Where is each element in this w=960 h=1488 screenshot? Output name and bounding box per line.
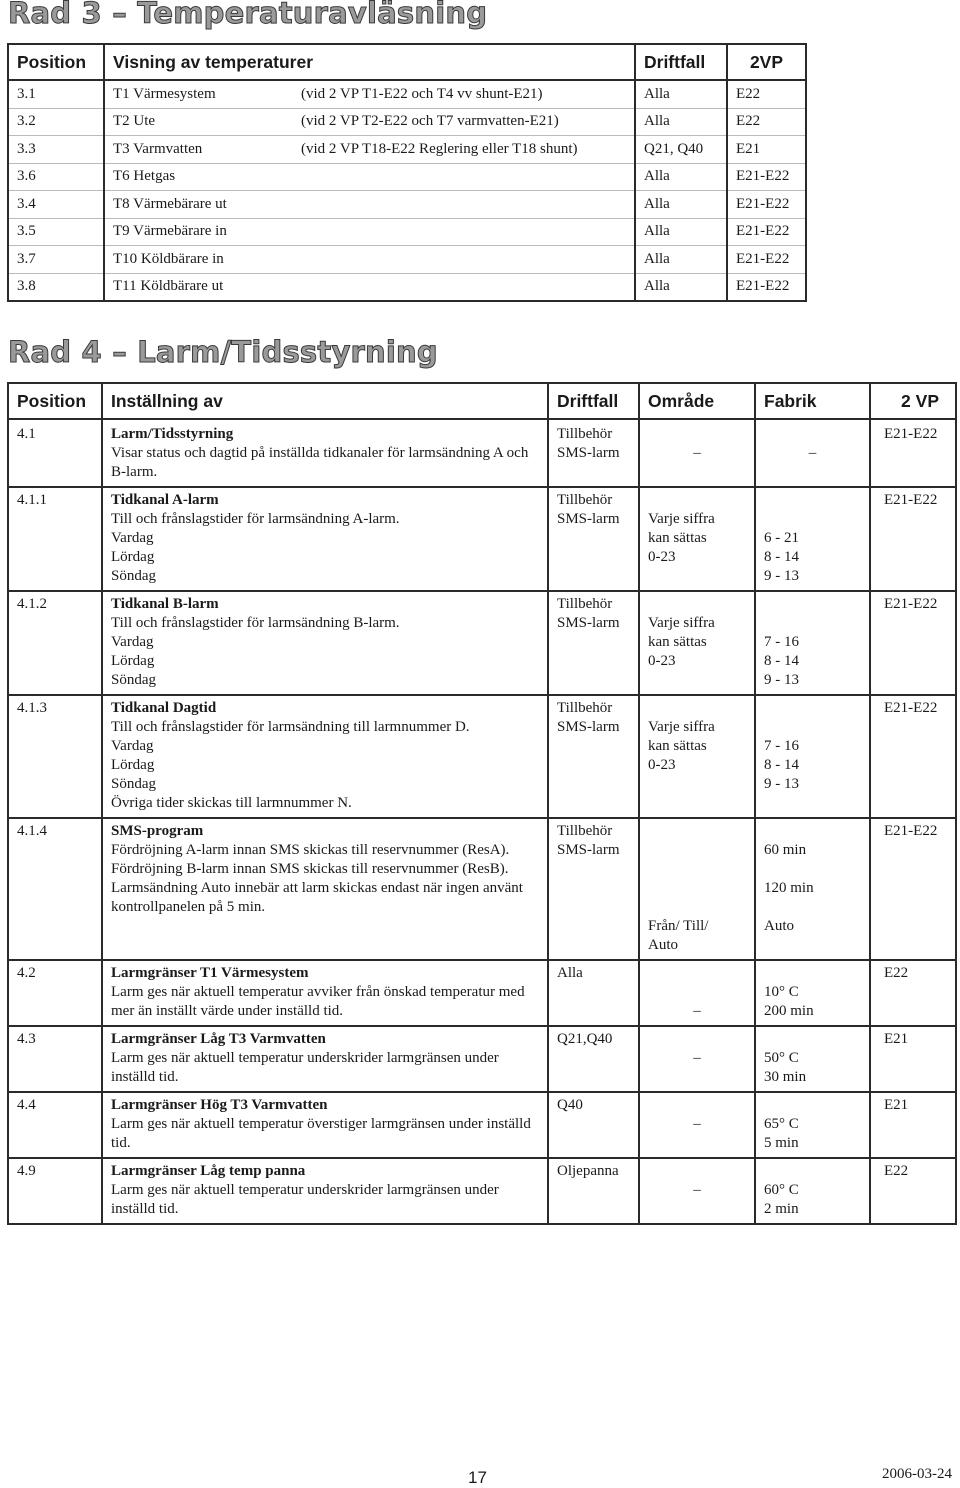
- fabrik-line: [764, 595, 861, 614]
- omrade-line: [648, 964, 746, 983]
- cell-description: [102, 818, 548, 960]
- table-row: [8, 487, 956, 591]
- driftfall-line: Tillbehör: [557, 596, 613, 612]
- header-visning: Visning av temperaturer: [104, 44, 635, 80]
- cell-driftfall: Alla: [635, 273, 727, 301]
- fabrik-line: 9 - 13: [764, 672, 799, 688]
- cell-omrade: [639, 419, 755, 487]
- cell-omrade: [639, 591, 755, 695]
- header-omrade: Område: [639, 383, 755, 419]
- fabrik-line: [764, 718, 861, 737]
- driftfall-line: Q21,Q40: [557, 1031, 613, 1047]
- omrade-line: –: [693, 445, 701, 461]
- fabrik-line: [764, 614, 861, 633]
- cell-2vp: E21-E22: [727, 218, 806, 246]
- header-2vp: 2 VP: [870, 383, 956, 419]
- cell-name: T6 Hetgas: [104, 163, 301, 191]
- table-row: [8, 163, 806, 191]
- cell-position: 4.1: [8, 419, 102, 487]
- setting-line: Larm ges när aktuell temperatur överstiger larmgränsen under inställd tid.: [111, 1116, 531, 1151]
- cell-description: [102, 1026, 548, 1092]
- cell-position: 4.1.2: [8, 591, 102, 695]
- setting-line: Söndag: [111, 672, 156, 688]
- cell-position: 4.3: [8, 1026, 102, 1092]
- omrade-line: [648, 425, 746, 444]
- header-driftfall: Driftfall: [635, 44, 727, 80]
- omrade-line: kan sättas: [648, 634, 707, 650]
- cell-2vp: E22: [870, 960, 956, 1026]
- setting-line: Lördag: [111, 653, 155, 669]
- cell-name: T10 Köldbärare in: [104, 246, 301, 274]
- cell-note: [301, 191, 635, 219]
- fabrik-line: 8 - 14: [764, 653, 799, 669]
- cell-position: 4.9: [8, 1158, 102, 1224]
- omrade-line: 0-23: [648, 549, 676, 565]
- section-heading-rad4: Rad 4 – Larm/Tidsstyrning: [8, 335, 438, 369]
- cell-name: T11 Köldbärare ut: [113, 278, 224, 295]
- cell-omrade: [639, 818, 755, 960]
- omrade-line: Auto: [648, 937, 678, 953]
- table-row: [8, 1092, 956, 1158]
- cell-driftfall: [548, 695, 639, 818]
- cell-2vp: E22: [727, 80, 806, 108]
- cell-2vp: E22: [870, 1158, 956, 1224]
- setting-line: Fördröjning B-larm innan SMS skickas till reservnummer (ResB).: [111, 861, 509, 877]
- driftfall-line: SMS-larm: [557, 511, 620, 527]
- driftfall-line: Alla: [557, 965, 583, 981]
- fabrik-line: 7 - 16: [764, 738, 799, 754]
- cell-position: 3.7: [8, 246, 104, 274]
- omrade-line: –: [693, 1050, 701, 1066]
- cell-position: 3.1: [8, 80, 104, 108]
- cell-name: T1 Värmesystem: [104, 80, 301, 108]
- cell-driftfall: Alla: [635, 191, 727, 219]
- table-row: [8, 218, 806, 246]
- cell-driftfall: [548, 419, 639, 487]
- cell-driftfall: [548, 591, 639, 695]
- cell-driftfall: Alla: [635, 80, 727, 108]
- cell-driftfall: [548, 1092, 639, 1158]
- fabrik-line: Auto: [764, 918, 794, 934]
- cell-description: [102, 1092, 548, 1158]
- setting-line: Visar status och dagtid på inställda tidkanaler för larmsändning A och B-larm.: [111, 445, 529, 480]
- fabrik-line: [764, 822, 861, 841]
- driftfall-line: SMS-larm: [557, 719, 620, 735]
- cell-2vp: E21: [870, 1092, 956, 1158]
- setting-line: Övriga tider skickas till larmnummer N.: [111, 795, 352, 811]
- omrade-line: [648, 860, 746, 879]
- omrade-line: 0-23: [648, 757, 676, 773]
- driftfall-line: Q40: [557, 1097, 583, 1113]
- cell-name: T9 Värmebärare in: [104, 218, 301, 246]
- cell-2vp: E21-E22: [870, 818, 956, 960]
- setting-line: Till och frånslagstider för larmsändning B-larm.: [111, 615, 400, 631]
- header-installning: Inställning av: [102, 383, 548, 419]
- cell-position: 3.2: [8, 108, 104, 136]
- cell-driftfall: Q21, Q40: [635, 136, 727, 164]
- omrade-line: [648, 1096, 746, 1115]
- driftfall-line: Tillbehör: [557, 492, 613, 508]
- alarm-table: [7, 382, 957, 1225]
- fabrik-line: 7 - 16: [764, 634, 799, 650]
- setting-title: Tidkanal B-larm: [111, 596, 219, 612]
- cell-omrade: [639, 1092, 755, 1158]
- cell-2vp: E21-E22: [727, 163, 806, 191]
- fabrik-line: [764, 699, 861, 718]
- setting-line: Vardag: [111, 530, 154, 546]
- omrade-line: Från/ Till/: [648, 918, 709, 934]
- cell-2vp: E21: [727, 136, 806, 164]
- setting-title: SMS-program: [111, 823, 204, 839]
- cell-description: [102, 487, 548, 591]
- temperature-table-header: [8, 44, 806, 80]
- cell-2vp: E21-E22: [727, 273, 806, 301]
- fabrik-line: 120 min: [764, 880, 814, 896]
- driftfall-line: SMS-larm: [557, 445, 620, 461]
- cell-omrade: [639, 1026, 755, 1092]
- cell-note: (vid 2 VP T1-E22 och T4 vv shunt-E21): [301, 80, 635, 108]
- driftfall-line: Tillbehör: [557, 426, 613, 442]
- omrade-line: Varje siffra: [648, 615, 715, 631]
- setting-line: Larm ges när aktuell temperatur underskrider larmgränsen under inställd tid.: [111, 1182, 499, 1217]
- omrade-line: –: [693, 1003, 701, 1019]
- cell-position: 4.2: [8, 960, 102, 1026]
- setting-title: Larmgränser Låg T3 Varmvatten: [111, 1031, 326, 1047]
- cell-description: [102, 695, 548, 818]
- fabrik-line: [764, 510, 861, 529]
- cell-driftfall: Alla: [635, 218, 727, 246]
- fabrik-line: [764, 1030, 861, 1049]
- fabrik-line: 10° C: [764, 984, 799, 1000]
- section-heading-rad3: Rad 3 – Temperaturavläsning: [8, 0, 488, 30]
- omrade-line: [648, 699, 746, 718]
- cell-note: (vid 2 VP T18-E22 Reglering eller T18 shunt): [301, 136, 635, 164]
- setting-line: Till och frånslagstider för larmsändning A-larm.: [111, 511, 400, 527]
- fabrik-line: [764, 1096, 861, 1115]
- temperature-table: [7, 43, 807, 302]
- table-row: [8, 80, 806, 108]
- fabrik-line: 50° C: [764, 1050, 799, 1066]
- cell-description: [102, 591, 548, 695]
- cell-2vp: E21-E22: [870, 695, 956, 818]
- cell-omrade: [639, 1158, 755, 1224]
- cell-driftfall: [548, 487, 639, 591]
- cell-2vp: E21-E22: [870, 591, 956, 695]
- driftfall-line: Oljepanna: [557, 1163, 619, 1179]
- omrade-line: 0-23: [648, 653, 676, 669]
- cell-2vp: E22: [727, 108, 806, 136]
- fabrik-line: 9 - 13: [764, 568, 799, 584]
- cell-description: [102, 960, 548, 1026]
- setting-title: Larm/Tidsstyrning: [111, 426, 234, 442]
- omrade-line: Varje siffra: [648, 511, 715, 527]
- cell-driftfall: [548, 818, 639, 960]
- cell-position: 3.8: [8, 273, 104, 301]
- page-number: 17: [468, 1468, 487, 1487]
- cell-position: 3.6: [8, 163, 104, 191]
- cell-driftfall: Alla: [635, 163, 727, 191]
- table-row: [8, 273, 806, 301]
- driftfall-line: SMS-larm: [557, 615, 620, 631]
- fabrik-line: 30 min: [764, 1069, 807, 1085]
- cell-driftfall: Alla: [635, 108, 727, 136]
- cell-driftfall: [548, 960, 639, 1026]
- omrade-line: [648, 879, 746, 898]
- header-fabrik: Fabrik: [755, 383, 870, 419]
- cell-fabrik: [755, 1026, 870, 1092]
- cell-position: 3.4: [8, 191, 104, 219]
- setting-line: Till och frånslagstider för larmsändning till larmnummer D.: [111, 719, 470, 735]
- cell-fabrik: [755, 591, 870, 695]
- cell-note: [301, 246, 635, 274]
- table-row: [8, 108, 806, 136]
- cell-name: T2 Ute: [104, 108, 301, 136]
- header-driftfall: Driftfall: [548, 383, 639, 419]
- table-row: [8, 591, 956, 695]
- document-date: 2006-03-24: [882, 1466, 952, 1482]
- fabrik-line: 65° C: [764, 1116, 799, 1132]
- table-row: [8, 246, 806, 274]
- cell-name: T8 Värmebärare ut: [104, 191, 301, 219]
- cell-description: [102, 419, 548, 487]
- cell-position: 4.4: [8, 1092, 102, 1158]
- header-2vp: 2VP: [727, 44, 806, 80]
- cell-position: 4.1.1: [8, 487, 102, 591]
- setting-title: Larmgränser T1 Värmesystem: [111, 965, 309, 981]
- setting-line: Söndag: [111, 776, 156, 792]
- cell-2vp: E21-E22: [870, 419, 956, 487]
- omrade-line: kan sättas: [648, 738, 707, 754]
- header-position: Position: [8, 383, 102, 419]
- cell-fabrik: [755, 1158, 870, 1224]
- table-row: [8, 191, 806, 219]
- cell-position: 4.1.3: [8, 695, 102, 818]
- setting-line: Lördag: [111, 757, 155, 773]
- omrade-line: [648, 983, 746, 1002]
- cell-fabrik: [755, 419, 870, 487]
- fabrik-line: [764, 1162, 861, 1181]
- cell-omrade: [639, 695, 755, 818]
- fabrik-line: [764, 491, 861, 510]
- cell-fabrik: [755, 487, 870, 591]
- fabrik-line: [764, 860, 861, 879]
- cell-fabrik: [755, 818, 870, 960]
- setting-line: Söndag: [111, 568, 156, 584]
- fabrik-line: 60 min: [764, 842, 807, 858]
- driftfall-line: Tillbehör: [557, 823, 613, 839]
- cell-note: (vid 2 VP T2-E22 och T7 varmvatten-E21): [301, 108, 635, 136]
- setting-line: Larm ges när aktuell temperatur underskrider larmgränsen under inställd tid.: [111, 1050, 499, 1085]
- setting-line: Larm ges när aktuell temperatur avviker från önskad temperatur med mer än inställt värde under inställd tid.: [111, 984, 525, 1019]
- fabrik-line: [764, 425, 861, 444]
- setting-line: Vardag: [111, 634, 154, 650]
- table-row: [8, 136, 806, 164]
- cell-driftfall: [548, 1158, 639, 1224]
- table-row: [8, 818, 956, 960]
- omrade-line: [648, 595, 746, 614]
- fabrik-line: 9 - 13: [764, 776, 799, 792]
- alarm-table-header: [8, 383, 956, 419]
- setting-title: Larmgränser Låg temp panna: [111, 1163, 306, 1179]
- table-row: [8, 419, 956, 487]
- table-row: [8, 695, 956, 818]
- omrade-line: Varje siffra: [648, 719, 715, 735]
- cell-note: [301, 163, 635, 191]
- fabrik-line: 6 - 21: [764, 530, 799, 546]
- cell-position: 3.5: [8, 218, 104, 246]
- cell-2vp: E21-E22: [870, 487, 956, 591]
- fabrik-line: [764, 898, 861, 917]
- fabrik-line: 60° C: [764, 1182, 799, 1198]
- cell-description: [102, 1158, 548, 1224]
- driftfall-line: Tillbehör: [557, 700, 613, 716]
- cell-driftfall: [548, 1026, 639, 1092]
- cell-omrade: [639, 487, 755, 591]
- cell-2vp: E21: [870, 1026, 956, 1092]
- fabrik-line: 200 min: [764, 1003, 814, 1019]
- omrade-line: [648, 898, 746, 917]
- cell-position: 3.3: [8, 136, 104, 164]
- header-position: Position: [8, 44, 104, 80]
- cell-fabrik: [755, 695, 870, 818]
- driftfall-line: SMS-larm: [557, 842, 620, 858]
- omrade-line: –: [693, 1182, 701, 1198]
- table-row: [8, 1026, 956, 1092]
- fabrik-line: [764, 964, 861, 983]
- cell-omrade: [639, 960, 755, 1026]
- fabrik-line: 8 - 14: [764, 757, 799, 773]
- cell-name: T3 Varmvatten: [104, 136, 301, 164]
- cell-position: 4.1.4: [8, 818, 102, 960]
- omrade-line: [648, 1162, 746, 1181]
- omrade-line: [648, 822, 746, 841]
- fabrik-line: –: [808, 445, 817, 461]
- omrade-line: [648, 1030, 746, 1049]
- fabrik-line: 5 min: [764, 1135, 799, 1151]
- omrade-line: –: [693, 1116, 701, 1132]
- setting-line: Fördröjning A-larm innan SMS skickas till reservnummer (ResA).: [111, 842, 510, 858]
- omrade-line: kan sättas: [648, 530, 707, 546]
- fabrik-line: 2 min: [764, 1201, 799, 1217]
- setting-line: Vardag: [111, 738, 154, 754]
- setting-line: Larmsändning Auto innebär att larm skickas endast när ingen använt kontrollpanelen på 5 min.: [111, 880, 523, 915]
- cell-2vp: E21-E22: [727, 246, 806, 274]
- cell-fabrik: [755, 960, 870, 1026]
- setting-title: Tidkanal Dagtid: [111, 700, 217, 716]
- setting-title: Larmgränser Hög T3 Varmvatten: [111, 1097, 328, 1113]
- cell-2vp: E21-E22: [727, 191, 806, 219]
- cell-note: [301, 273, 635, 301]
- omrade-line: [648, 491, 746, 510]
- cell-fabrik: [755, 1092, 870, 1158]
- setting-title: Tidkanal A-larm: [111, 492, 219, 508]
- cell-note: [301, 218, 635, 246]
- table-row: [8, 1158, 956, 1224]
- cell-driftfall: Alla: [635, 246, 727, 274]
- setting-line: Lördag: [111, 549, 155, 565]
- fabrik-line: 8 - 14: [764, 549, 799, 565]
- table-row: [8, 960, 956, 1026]
- omrade-line: [648, 841, 746, 860]
